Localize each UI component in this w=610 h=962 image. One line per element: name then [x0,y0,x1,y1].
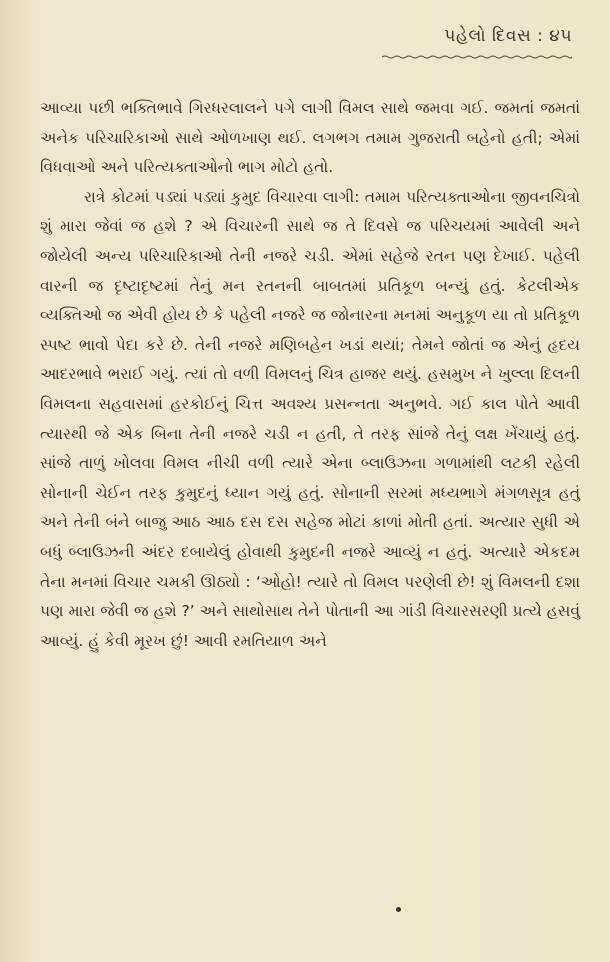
running-head-underline [382,55,572,59]
paragraph-2: રાત્રે કોટમાં પડ્યાં પડ્યાં કુમુદ વિચારવા લાગી: તમામ પરિત્યક્તાઓના જીવનચિત્રો શું મારા જેવાં જ હશે ? એ વિચારની સાથે જ તે દિવસે જ પરિચયમાં આવેલી અને જોયેલી અન્ય પરિચારિકાઓ તેની નજરે ચડી. એમાં સહેજે રતન પણ દેખાઈ. પહેલી વારની જ દૃષ્ટાદૃષ્ટમાં તેનું મન રતનની બાબતમાં પ્રતિકૂળ બન્યું હતું. કેટલીએક વ્યક્તિઓ જ એવી હોય છે કે પહેલી નજરે જ જોનારના મનમાં અનુકૂળ યા તો પ્રતિકૂળ સ્પષ્ટ ભાવો પેદા કરે છે. તેની નજરે મણિબહેન ખડાં થયાં; તેમને જોતાં જ એનું હૃદય આદરભાવે ભરાઈ ગયું. ત્યાં તો વળી વિમલનું ચિત્ર હાજર થયું. હસમુખ ને ખુલ્લા દિલની વિમલના સહવાસમાં હરકોઈનું ચિત્ત અવશ્ય પ્રસન્નતા અનુભવે. ગઈ કાલ પોતે આવી ત્યારથી જે એક બિના તેની નજરે ચડી ન હતી, તે તરફ સાંજે તેનું લક્ષ ખેંચાયું હતું. સાંજે તાળું ખોલવા વિમલ નીચી વળી ત્યારે એના બ્લાઉઝના ગળામાંથી લટકી રહેલી સોનાની ચેઈન તરફ કુમુદનું ધ્યાન ગયું હતું. સોનાની સરમાં મધ્યભાગે મંગળસૂત્ર હતું અને તેની બંને બાજુ આઠ આઠ દસ દસ સહેજ મોટાં કાળાં મોતી હતાં. અત્યાર સુધી એ બધું બ્લાઉઝની અંદર દબાયેલું હોવાથી કુમુદની નજરે આવ્યું ન હતું. અત્યારે એકદમ તેના મનમાં વિચાર ચમકી ઊઠ્યો : ‘ઓહો! ત્યારે તો વિમલ પરણેલી છે! શું વિમલની દશા પણ મારા જેવી જ હશે ?’ અને સાથોસાથ તેને પોતાની આ ગાંડી વિચારસરણી પ્રત્યે હસવું આવ્યું. હું કેવી મૂરખ છું! આવી રમતિયાળ અને [40,187,580,650]
body-text [40,94,580,656]
ink-speck [396,907,401,912]
paragraph-1: આવ્યા પછી ભક્તિભાવે ગિરધરલાલને પગે લાગી વિમલ સાથે જમવા ગઈ. જમતાં જમતાં અનેક પરિચારિકાઓ સાથે ઓળખાણ થઈ. લગભગ તમામ ગુજરાતી બહેનો હતી; એમાં વિધવાઓ અને પરિત્યક્તાઓનો ભાગ મોટો હતો. [40,99,580,177]
running-head: પહેલો દિવસ : ૪૫ [444,26,572,46]
